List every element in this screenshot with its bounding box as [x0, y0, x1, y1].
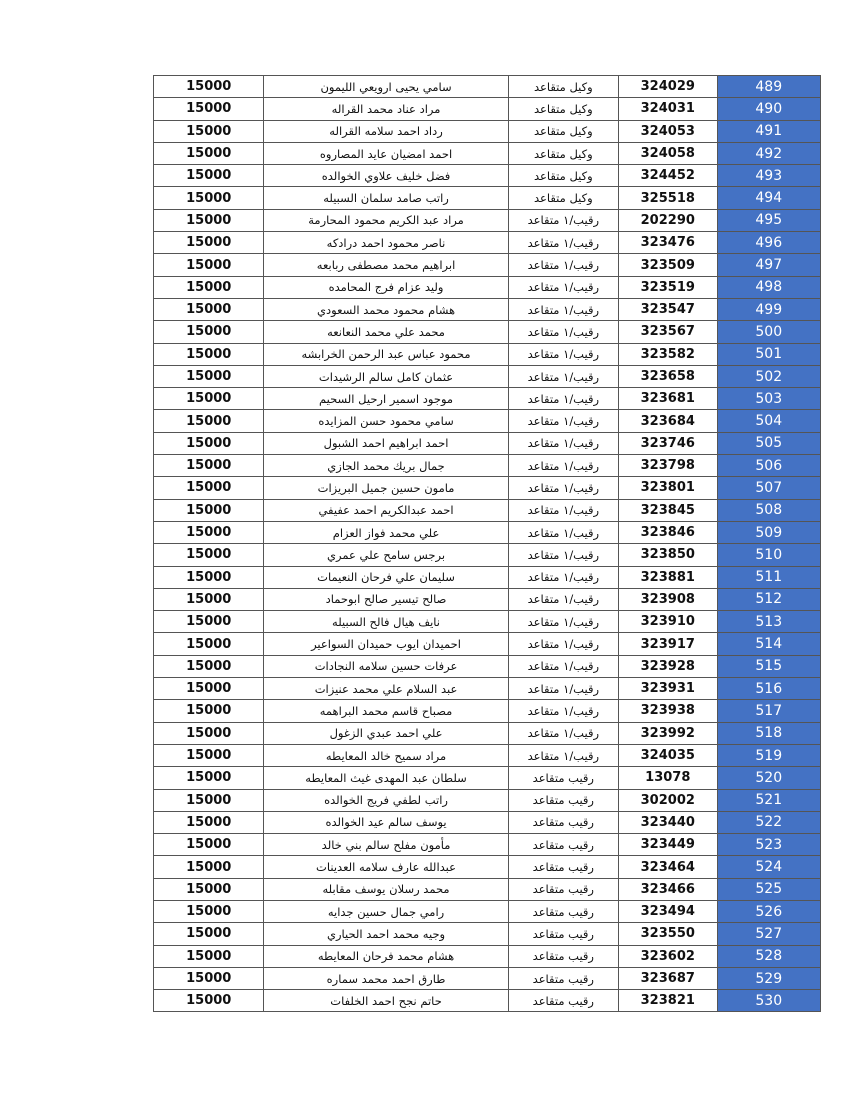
id-number-cell: 324058: [619, 142, 717, 164]
id-number-cell: 202290: [619, 209, 717, 231]
table-row: [154, 521, 821, 543]
amount-cell: 15000: [154, 744, 264, 766]
sequence-cell: 490: [717, 98, 821, 120]
amount-cell: 15000: [154, 165, 264, 187]
table-row: [154, 477, 821, 499]
name-cell: محمود عباس عبد الرحمن الخرابشه: [264, 343, 508, 365]
rank-cell: رقيب/١ متقاعد: [508, 343, 618, 365]
table-row: [154, 98, 821, 120]
id-number-cell: 323550: [619, 923, 717, 945]
id-number-cell: 323846: [619, 521, 717, 543]
rank-cell: رقيب/١ متقاعد: [508, 254, 618, 276]
rank-cell: رقيب/١ متقاعد: [508, 298, 618, 320]
rank-cell: رقيب/١ متقاعد: [508, 544, 618, 566]
name-cell: طارق احمد محمد سماره: [264, 967, 508, 989]
rank-cell: رقيب متقاعد: [508, 789, 618, 811]
rank-cell: رقيب/١ متقاعد: [508, 611, 618, 633]
name-cell: عرفات حسين سلامه النجادات: [264, 655, 508, 677]
table-row: [154, 276, 821, 298]
sequence-cell: 520: [717, 767, 821, 789]
rank-cell: رقيب/١ متقاعد: [508, 521, 618, 543]
rank-cell: وكيل متقاعد: [508, 187, 618, 209]
name-cell: مصباح قاسم محمد البراهمه: [264, 700, 508, 722]
name-cell: جمال بريك محمد الجازي: [264, 455, 508, 477]
table-row: [154, 254, 821, 276]
id-number-cell: 323658: [619, 365, 717, 387]
amount-cell: 15000: [154, 900, 264, 922]
sequence-cell: 523: [717, 834, 821, 856]
sequence-cell: 509: [717, 521, 821, 543]
table-row: [154, 722, 821, 744]
sequence-cell: 526: [717, 900, 821, 922]
name-cell: فضل خليف علاوي الخوالده: [264, 165, 508, 187]
id-number-cell: 323464: [619, 856, 717, 878]
name-cell: حاتم نجح احمد الخلفات: [264, 990, 508, 1012]
rank-cell: رقيب/١ متقاعد: [508, 477, 618, 499]
sequence-cell: 525: [717, 878, 821, 900]
table-row: [154, 633, 821, 655]
id-number-cell: 323687: [619, 967, 717, 989]
name-cell: ناصر محمود احمد درادكه: [264, 232, 508, 254]
id-number-cell: 323845: [619, 499, 717, 521]
sequence-cell: 496: [717, 232, 821, 254]
sequence-cell: 497: [717, 254, 821, 276]
rank-cell: رقيب/١ متقاعد: [508, 388, 618, 410]
sequence-cell: 517: [717, 700, 821, 722]
rank-cell: رقيب/١ متقاعد: [508, 455, 618, 477]
table-row: [154, 923, 821, 945]
sequence-cell: 493: [717, 165, 821, 187]
table-row: [154, 611, 821, 633]
table-row: [154, 945, 821, 967]
rank-cell: رقيب متقاعد: [508, 878, 618, 900]
sequence-cell: 501: [717, 343, 821, 365]
name-cell: رامي جمال حسين جدايه: [264, 900, 508, 922]
sequence-cell: 524: [717, 856, 821, 878]
amount-cell: 15000: [154, 432, 264, 454]
id-number-cell: 323582: [619, 343, 717, 365]
amount-cell: 15000: [154, 967, 264, 989]
name-cell: سليمان علي فرحان النعيمات: [264, 566, 508, 588]
sequence-cell: 510: [717, 544, 821, 566]
sequence-cell: 528: [717, 945, 821, 967]
amount-cell: 15000: [154, 700, 264, 722]
name-cell: وليد عزام فرج المحامده: [264, 276, 508, 298]
name-cell: محمد رسلان يوسف مقابله: [264, 878, 508, 900]
rank-cell: وكيل متقاعد: [508, 98, 618, 120]
amount-cell: 15000: [154, 455, 264, 477]
name-cell: عبد السلام علي محمد عنيزات: [264, 678, 508, 700]
sequence-cell: 503: [717, 388, 821, 410]
amount-cell: 15000: [154, 76, 264, 98]
id-number-cell: 323910: [619, 611, 717, 633]
rank-cell: رقيب متقاعد: [508, 767, 618, 789]
id-number-cell: 324452: [619, 165, 717, 187]
table-row: [154, 232, 821, 254]
amount-cell: 15000: [154, 878, 264, 900]
id-number-cell: 323938: [619, 700, 717, 722]
rank-cell: رقيب/١ متقاعد: [508, 499, 618, 521]
sequence-cell: 518: [717, 722, 821, 744]
name-cell: عثمان كامل سالم الرشيدات: [264, 365, 508, 387]
amount-cell: 15000: [154, 678, 264, 700]
rank-cell: رقيب/١ متقاعد: [508, 744, 618, 766]
table-row: [154, 588, 821, 610]
name-cell: برجس سامح علي عمري: [264, 544, 508, 566]
rank-cell: رقيب/١ متقاعد: [508, 321, 618, 343]
id-number-cell: 323746: [619, 432, 717, 454]
table-row: [154, 990, 821, 1012]
table-row: [154, 834, 821, 856]
rank-cell: رقيب متقاعد: [508, 945, 618, 967]
table-row: [154, 856, 821, 878]
table-row: [154, 120, 821, 142]
id-number-cell: 323850: [619, 544, 717, 566]
id-number-cell: 323494: [619, 900, 717, 922]
amount-cell: 15000: [154, 655, 264, 677]
id-number-cell: 323821: [619, 990, 717, 1012]
table-row: [154, 811, 821, 833]
table-row: [154, 343, 821, 365]
name-cell: مراد سميح خالد المعايطه: [264, 744, 508, 766]
id-number-cell: 323917: [619, 633, 717, 655]
sequence-cell: 499: [717, 298, 821, 320]
name-cell: سامي يحيى ارويعي الليمون: [264, 76, 508, 98]
table-row: [154, 878, 821, 900]
name-cell: وجيه محمد احمد الحياري: [264, 923, 508, 945]
rank-cell: رقيب/١ متقاعد: [508, 633, 618, 655]
id-number-cell: 324031: [619, 98, 717, 120]
id-number-cell: 323519: [619, 276, 717, 298]
rank-cell: رقيب/١ متقاعد: [508, 365, 618, 387]
table-row: [154, 678, 821, 700]
id-number-cell: 323992: [619, 722, 717, 744]
table-row: [154, 410, 821, 432]
sequence-cell: 502: [717, 365, 821, 387]
table-row: [154, 767, 821, 789]
rank-cell: رقيب متقاعد: [508, 990, 618, 1012]
amount-cell: 15000: [154, 276, 264, 298]
table-row: [154, 209, 821, 231]
amount-cell: 15000: [154, 209, 264, 231]
sequence-cell: 508: [717, 499, 821, 521]
name-cell: نايف هيال فالح السبيله: [264, 611, 508, 633]
amount-cell: 15000: [154, 254, 264, 276]
id-number-cell: 323801: [619, 477, 717, 499]
sequence-cell: 491: [717, 120, 821, 142]
sequence-cell: 512: [717, 588, 821, 610]
table-row: [154, 455, 821, 477]
id-number-cell: 323602: [619, 945, 717, 967]
amount-cell: 15000: [154, 923, 264, 945]
rank-cell: رقيب/١ متقاعد: [508, 276, 618, 298]
records-table: [153, 75, 821, 1012]
name-cell: هشام محمود محمد السعودي: [264, 298, 508, 320]
amount-cell: 15000: [154, 298, 264, 320]
sequence-cell: 489: [717, 76, 821, 98]
amount-cell: 15000: [154, 722, 264, 744]
rank-cell: رقيب/١ متقاعد: [508, 588, 618, 610]
name-cell: مراد عناد محمد القراله: [264, 98, 508, 120]
sequence-cell: 500: [717, 321, 821, 343]
table-row: [154, 700, 821, 722]
table-row: [154, 165, 821, 187]
amount-cell: 15000: [154, 142, 264, 164]
name-cell: سامي محمود حسن المزايده: [264, 410, 508, 432]
id-number-cell: 323681: [619, 388, 717, 410]
sequence-cell: 494: [717, 187, 821, 209]
amount-cell: 15000: [154, 767, 264, 789]
name-cell: ابراهيم محمد مصطفى ربابعه: [264, 254, 508, 276]
rank-cell: رقيب متقاعد: [508, 923, 618, 945]
table-row: [154, 142, 821, 164]
table-row: [154, 298, 821, 320]
name-cell: مراد عبد الكريم محمود المحارمة: [264, 209, 508, 231]
id-number-cell: 323466: [619, 878, 717, 900]
amount-cell: 15000: [154, 232, 264, 254]
id-number-cell: 324035: [619, 744, 717, 766]
id-number-cell: 323476: [619, 232, 717, 254]
id-number-cell: 324029: [619, 76, 717, 98]
amount-cell: 15000: [154, 611, 264, 633]
sequence-cell: 505: [717, 432, 821, 454]
rank-cell: رقيب/١ متقاعد: [508, 566, 618, 588]
table-row: [154, 499, 821, 521]
name-cell: علي محمد فواز العزام: [264, 521, 508, 543]
sequence-cell: 515: [717, 655, 821, 677]
name-cell: عبدالله عارف سلامه العدينات: [264, 856, 508, 878]
rank-cell: وكيل متقاعد: [508, 142, 618, 164]
rank-cell: رقيب/١ متقاعد: [508, 432, 618, 454]
id-number-cell: 323908: [619, 588, 717, 610]
name-cell: احميدان ايوب حميدان السواعير: [264, 633, 508, 655]
id-number-cell: 325518: [619, 187, 717, 209]
amount-cell: 15000: [154, 410, 264, 432]
id-number-cell: 323931: [619, 678, 717, 700]
sequence-cell: 511: [717, 566, 821, 588]
amount-cell: 15000: [154, 811, 264, 833]
rank-cell: رقيب متقاعد: [508, 900, 618, 922]
name-cell: احمد امضيان عايد المصاروه: [264, 142, 508, 164]
rank-cell: وكيل متقاعد: [508, 165, 618, 187]
amount-cell: 15000: [154, 120, 264, 142]
name-cell: مأمون مفلح سالم بني خالد: [264, 834, 508, 856]
amount-cell: 15000: [154, 856, 264, 878]
rank-cell: رقيب متقاعد: [508, 856, 618, 878]
sequence-cell: 513: [717, 611, 821, 633]
rank-cell: رقيب متقاعد: [508, 967, 618, 989]
sequence-cell: 498: [717, 276, 821, 298]
amount-cell: 15000: [154, 521, 264, 543]
rank-cell: رقيب/١ متقاعد: [508, 655, 618, 677]
name-cell: يوسف سالم عيد الخوالده: [264, 811, 508, 833]
name-cell: علي احمد عبدي الزغول: [264, 722, 508, 744]
amount-cell: 15000: [154, 187, 264, 209]
id-number-cell: 323449: [619, 834, 717, 856]
rank-cell: رقيب/١ متقاعد: [508, 232, 618, 254]
rank-cell: رقيب/١ متقاعد: [508, 700, 618, 722]
amount-cell: 15000: [154, 98, 264, 120]
sequence-cell: 519: [717, 744, 821, 766]
rank-cell: رقيب متقاعد: [508, 834, 618, 856]
amount-cell: 15000: [154, 365, 264, 387]
amount-cell: 15000: [154, 633, 264, 655]
sequence-cell: 527: [717, 923, 821, 945]
amount-cell: 15000: [154, 588, 264, 610]
table-row: [154, 321, 821, 343]
name-cell: صالح تيسير صالح ابوحماد: [264, 588, 508, 610]
name-cell: سلطان عبد المهدى غيث المعايطه: [264, 767, 508, 789]
rank-cell: رقيب/١ متقاعد: [508, 722, 618, 744]
table-row: [154, 744, 821, 766]
name-cell: مامون حسين جميل البريزات: [264, 477, 508, 499]
id-number-cell: 323881: [619, 566, 717, 588]
amount-cell: 15000: [154, 321, 264, 343]
table-row: [154, 544, 821, 566]
sequence-cell: 521: [717, 789, 821, 811]
rank-cell: رقيب متقاعد: [508, 811, 618, 833]
amount-cell: 15000: [154, 566, 264, 588]
table-row: [154, 566, 821, 588]
id-number-cell: 323928: [619, 655, 717, 677]
rank-cell: وكيل متقاعد: [508, 120, 618, 142]
amount-cell: 15000: [154, 945, 264, 967]
name-cell: راتب لطفي فريج الخوالده: [264, 789, 508, 811]
sequence-cell: 504: [717, 410, 821, 432]
rank-cell: رقيب/١ متقاعد: [508, 678, 618, 700]
sequence-cell: 495: [717, 209, 821, 231]
table-row: [154, 365, 821, 387]
rank-cell: رقيب/١ متقاعد: [508, 209, 618, 231]
rank-cell: رقيب/١ متقاعد: [508, 410, 618, 432]
name-cell: محمد علي محمد النعانعه: [264, 321, 508, 343]
amount-cell: 15000: [154, 544, 264, 566]
id-number-cell: 302002: [619, 789, 717, 811]
amount-cell: 15000: [154, 789, 264, 811]
sequence-cell: 522: [717, 811, 821, 833]
amount-cell: 15000: [154, 343, 264, 365]
amount-cell: 15000: [154, 499, 264, 521]
sequence-cell: 506: [717, 455, 821, 477]
table-row: [154, 76, 821, 98]
table-row: [154, 388, 821, 410]
records-table-body: [154, 76, 821, 1012]
id-number-cell: 324053: [619, 120, 717, 142]
sequence-cell: 530: [717, 990, 821, 1012]
sequence-cell: 514: [717, 633, 821, 655]
id-number-cell: 323684: [619, 410, 717, 432]
sequence-cell: 529: [717, 967, 821, 989]
id-number-cell: 323509: [619, 254, 717, 276]
table-row: [154, 432, 821, 454]
id-number-cell: 323547: [619, 298, 717, 320]
name-cell: احمد ابراهيم احمد الشبول: [264, 432, 508, 454]
table-row: [154, 967, 821, 989]
name-cell: هشام محمد فرحان المعايطه: [264, 945, 508, 967]
id-number-cell: 323567: [619, 321, 717, 343]
amount-cell: 15000: [154, 834, 264, 856]
name-cell: احمد عبدالكريم احمد عفيفي: [264, 499, 508, 521]
name-cell: راتب صامد سلمان السبيله: [264, 187, 508, 209]
table-row: [154, 789, 821, 811]
name-cell: موجود اسمير ارحيل السحيم: [264, 388, 508, 410]
rank-cell: وكيل متقاعد: [508, 76, 618, 98]
name-cell: رداد احمد سلامه القراله: [264, 120, 508, 142]
amount-cell: 15000: [154, 388, 264, 410]
sequence-cell: 507: [717, 477, 821, 499]
amount-cell: 15000: [154, 477, 264, 499]
table-row: [154, 187, 821, 209]
id-number-cell: 13078: [619, 767, 717, 789]
table-row: [154, 900, 821, 922]
sequence-cell: 492: [717, 142, 821, 164]
sequence-cell: 516: [717, 678, 821, 700]
amount-cell: 15000: [154, 990, 264, 1012]
table-row: [154, 655, 821, 677]
id-number-cell: 323440: [619, 811, 717, 833]
id-number-cell: 323798: [619, 455, 717, 477]
